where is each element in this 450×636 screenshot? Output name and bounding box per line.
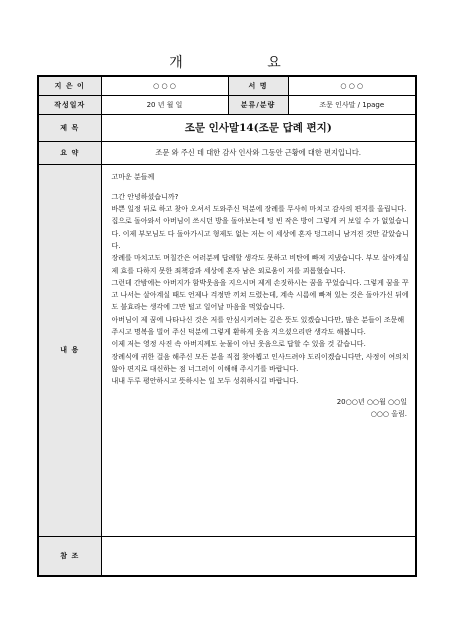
reference-value xyxy=(101,536,416,576)
subject-label: 제 목 xyxy=(38,114,101,141)
writer-label: 지 은 이 xyxy=(38,76,101,95)
document-title: 개 요 xyxy=(169,55,321,71)
letter-paragraph: 이제 저는 영정 사진 속 아버지께도 눈물이 아닌 웃음으로 답할 수 있을 것 같습니다. xyxy=(111,340,366,349)
letter-signoff: ○○○ 올림. xyxy=(370,409,407,418)
date-label: 작성일자 xyxy=(38,95,101,114)
category-label: 분류/분량 xyxy=(228,95,288,114)
letter-paragraph: 집으로 돌아와서 아버님이 쓰시던 방을 돌아보는데 텅 빈 작은 방이 그렇게 커 보일 수 가 없었습니다. 이제 부모님도 다 돌아가시고 형제도 없는 저는 이 세상에 혼자 덩그러니 남겨진 것만 같았습니다. xyxy=(111,217,409,250)
letter-date: 20○○년 ○○월 ○○일 xyxy=(336,397,407,406)
letter-paragraph: 장례식에 귀한 걸음 해주신 모든 분을 직접 찾아뵙고 인사드려야 도리이겠습니다만, 사정이 여의치 않아 편지로 대신하는 점 너그러이 이해해 주시기를 바랍니다. xyxy=(111,352,409,373)
letter-paragraph: 그런데 간밤에는 아버지가 함박웃음을 지으시며 제게 손짓하시는 꿈을 꾸었습니다. 그렇게 꿈을 꾸고 나서는 살아계실 때도 언제나 걱정만 끼쳐 드렸는데, 계속 시름에 빠져 있는 것은 돌아가신 뒤에도 불효라는 생각에 그만 털고 일어날 마음을 먹었습니다. xyxy=(111,278,409,312)
reference-label: 참 조 xyxy=(38,536,101,576)
letter-paragraph: 아버님이 제 꿈에 나타나신 것은 저를 안심시키려는 깊은 뜻도 있겠습니다만, 많은 분들이 조문해 주시고 명복을 빌어 주신 덕분에 그렇게 환하게 웃음 지으셨으리란 생각도 해봅니다. xyxy=(111,315,405,337)
writer-value: ○ ○ ○ xyxy=(101,76,228,95)
overview-table xyxy=(37,75,417,577)
summary-value: 조문 와 주신 데 대한 감사 인사와 그동안 근황에 대한 편지입니다. xyxy=(101,141,416,164)
letter-paragraph: 그간 안녕하셨습니까? xyxy=(111,192,179,201)
content-label: 내 용 xyxy=(38,164,101,536)
summary-label: 요 약 xyxy=(38,141,101,164)
letter-greeting: 고마운 분들께 xyxy=(111,172,155,181)
signature-label: 서 명 xyxy=(228,76,288,95)
letter-paragraph: 장례를 마치고도 며칠간은 여러분께 답례할 생각도 못하고 비탄에 빠져 지냈습니다. 부모 살아계실 제 효를 다하지 못한 죄책감과 세상에 혼자 남은 외로움이 저를 괴롭혔습니다. xyxy=(111,254,409,275)
subject-value: 조문 인사말14(조문 답례 편지) xyxy=(101,114,416,141)
category-value: 조문 인사말 / 1page xyxy=(288,95,416,114)
letter-paragraph: 바쁜 일정 뒤로 하고 찾아 오셔서 도와주신 덕분에 장례를 무사히 마치고 감사의 편지를 올립니다. xyxy=(111,205,407,214)
letter-paragraph: 내내 두루 평안하시고 뜻하시는 일 모두 성취하시길 바랍니다. xyxy=(111,377,299,386)
signature-value: ○ ○ ○ xyxy=(288,76,416,95)
date-value: 20 년 월 일 xyxy=(101,95,228,114)
letter-body xyxy=(101,164,416,536)
